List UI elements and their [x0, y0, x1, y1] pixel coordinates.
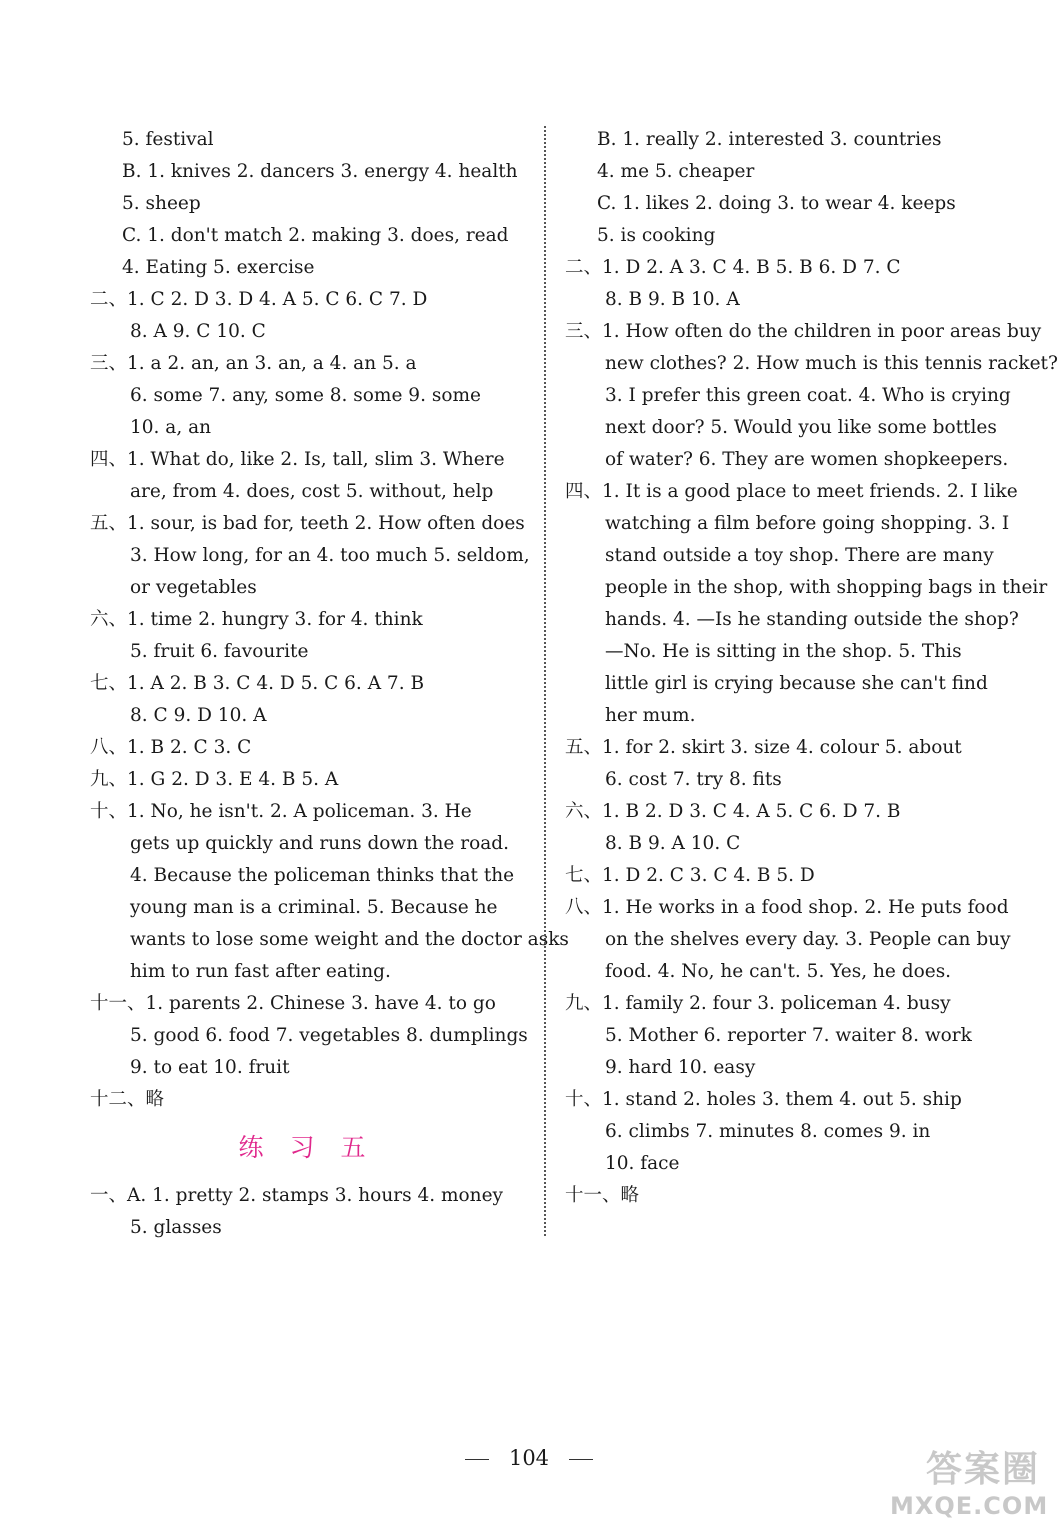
answer-line: 5. fruit 6. favourite — [130, 641, 309, 662]
answer-line: 8. C 9. D 10. A — [130, 705, 267, 726]
answer-line: stand outside a toy shop. There are many — [605, 545, 994, 566]
answer-line: 一、A. 1. pretty 2. stamps 3. hours 4. money — [90, 1185, 503, 1206]
answer-line: 5. Mother 6. reporter 7. waiter 8. work — [605, 1025, 972, 1046]
answer-line: 8. B 9. B 10. A — [605, 289, 740, 310]
section-title: 练习五 — [238, 1133, 392, 1162]
answer-line: 八、1. B 2. C 3. C — [90, 737, 252, 758]
answer-line: 5. good 6. food 7. vegetables 8. dumplings — [130, 1025, 528, 1046]
answer-line: new clothes? 2. How much is this tennis racket? — [605, 353, 1058, 374]
answer-line: 九、1. family 2. four 3. policeman 4. busy — [565, 993, 951, 1014]
answer-line: 二、1. C 2. D 3. D 4. A 5. C 6. C 7. D — [90, 289, 428, 310]
answer-line: 10. a, an — [130, 417, 212, 438]
answer-line: 二、1. D 2. A 3. C 4. B 5. B 6. D 7. C — [565, 257, 901, 278]
answer-line: 4. Because the policeman thinks that the — [130, 865, 515, 886]
answer-line: on the shelves every day. 3. People can buy — [605, 929, 1011, 950]
answer-line: 6. climbs 7. minutes 8. comes 9. in — [605, 1121, 931, 1142]
answer-line: 8. B 9. A 10. C — [605, 833, 741, 854]
answer-line: 5. glasses — [130, 1217, 222, 1238]
answer-line: C. 1. likes 2. doing 3. to wear 4. keeps — [597, 193, 956, 214]
answer-line: of water? 6. They are women shopkeepers. — [605, 449, 1009, 470]
answer-line: 十、1. stand 2. holes 3. them 4. out 5. ship — [565, 1089, 962, 1110]
answer-line: 10. face — [605, 1153, 680, 1174]
answer-line: 5. sheep — [122, 193, 201, 214]
left-answer-lines — [90, 124, 569, 1116]
answer-line: little girl is crying because she can't find — [605, 673, 988, 694]
answer-line: next door? 5. Would you like some bottles — [605, 417, 997, 438]
answer-line: 3. I prefer this green coat. 4. Who is crying — [605, 385, 1011, 406]
answer-line: food. 4. No, he can't. 5. Yes, he does. — [605, 961, 952, 982]
answer-line: 5. festival — [122, 129, 214, 150]
answer-line: 十一、1. parents 2. Chinese 3. have 4. to go — [90, 993, 496, 1014]
answer-line: 6. cost 7. try 8. fits — [605, 769, 782, 790]
answer-line: 十二、略 — [90, 1089, 165, 1110]
footer-dash-right — [569, 1459, 593, 1460]
answer-line: wants to lose some weight and the doctor asks — [130, 929, 569, 950]
answer-line: people in the shop, with shopping bags in their — [605, 577, 1048, 598]
answer-line: C. 1. don't match 2. making 3. does, read — [122, 225, 509, 246]
right-column — [565, 124, 1058, 1212]
column-divider — [544, 126, 546, 1236]
answer-line: B. 1. really 2. interested 3. countries — [597, 129, 942, 150]
answer-line: her mum. — [605, 705, 696, 726]
answer-line: 三、1. a 2. an, an 3. an, a 4. an 5. a — [90, 353, 417, 374]
answer-line: 5. is cooking — [597, 225, 716, 246]
answer-line: 4. me 5. cheaper — [597, 161, 755, 182]
answer-line: young man is a criminal. 5. Because he — [130, 897, 498, 918]
answer-line: 6. some 7. any, some 8. some 9. some — [130, 385, 481, 406]
answer-line: 4. Eating 5. exercise — [122, 257, 315, 278]
page-number: 104 — [508, 1446, 550, 1470]
watermark-logo — [890, 1441, 1049, 1520]
answer-line: B. 1. knives 2. dancers 3. energy 4. health — [122, 161, 518, 182]
answer-line: 十一、略 — [565, 1185, 640, 1206]
answer-line: 七、1. A 2. B 3. C 4. D 5. C 6. A 7. B — [90, 673, 425, 694]
answer-line: 八、1. He works in a food shop. 2. He puts food — [565, 897, 1009, 918]
answer-line: 五、1. sour, is bad for, teeth 2. How often does — [90, 513, 525, 534]
answer-line: 六、1. time 2. hungry 3. for 4. think — [90, 609, 423, 630]
right-answer-lines — [565, 124, 1058, 1212]
watermark-en: MXQE.COM — [890, 1492, 1049, 1520]
answer-line: 四、1. What do, like 2. Is, tall, slim 3. Where — [90, 449, 505, 470]
answer-line: 8. A 9. C 10. C — [130, 321, 266, 342]
answer-line: 3. How long, for an 4. too much 5. seldom, — [130, 545, 530, 566]
answer-line: him to run fast after eating. — [130, 961, 391, 982]
answer-line: 四、1. It is a good place to meet friends. 2. I like — [565, 481, 1018, 502]
answer-line: watching a film before going shopping. 3. I — [605, 513, 1010, 534]
answer-line: 十、1. No, he isn't. 2. A policeman. 3. He — [90, 801, 472, 822]
left-after-title-lines — [90, 1180, 540, 1244]
left-column — [90, 124, 569, 1244]
answer-line: 9. hard 10. easy — [605, 1057, 756, 1078]
answer-line: —No. He is sitting in the shop. 5. This — [605, 641, 962, 662]
answer-line: hands. 4. —Is he standing outside the shop? — [605, 609, 1019, 630]
footer-dash-left — [465, 1459, 489, 1460]
answer-line: 六、1. B 2. D 3. C 4. A 5. C 6. D 7. B — [565, 801, 901, 822]
answer-line: are, from 4. does, cost 5. without, help — [130, 481, 494, 502]
answer-line: 三、1. How often do the children in poor areas buy — [565, 321, 1042, 342]
answer-line: 五、1. for 2. skirt 3. size 4. colour 5. about — [565, 737, 962, 758]
answer-line: 9. to eat 10. fruit — [130, 1057, 290, 1078]
answer-line: 七、1. D 2. C 3. C 4. B 5. D — [565, 865, 815, 886]
watermark-cn: 答案圈 — [925, 1449, 1040, 1490]
answer-line: or vegetables — [130, 577, 257, 598]
answer-line: gets up quickly and runs down the road. — [130, 833, 509, 854]
answer-line: 九、1. G 2. D 3. E 4. B 5. A — [90, 769, 339, 790]
